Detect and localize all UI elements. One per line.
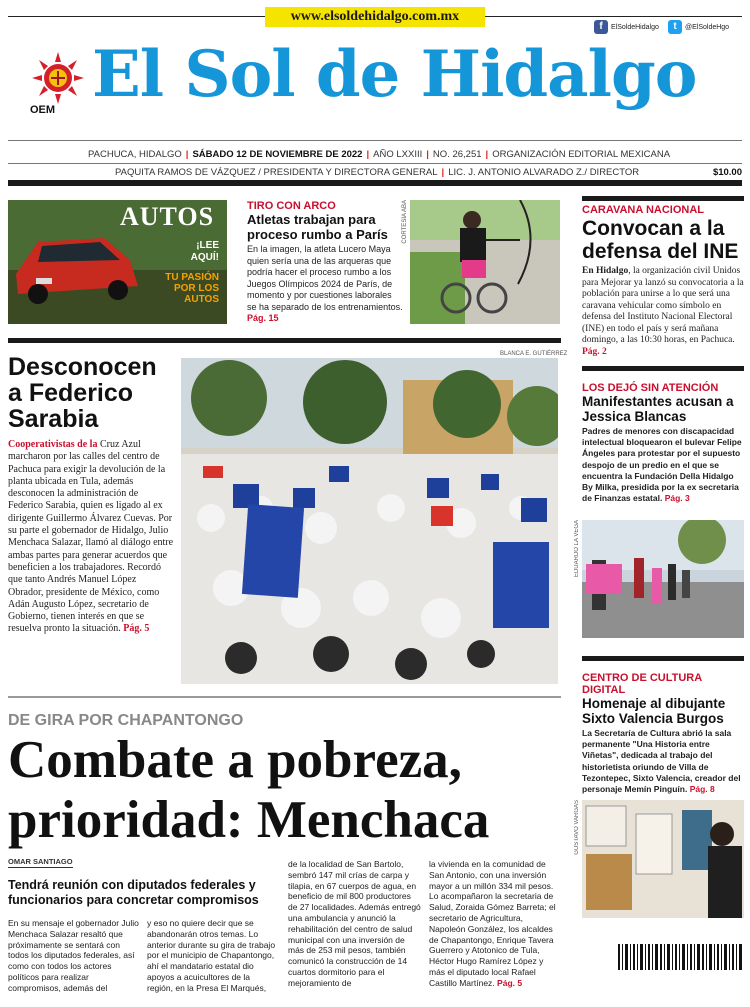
blancas-body: Padres de menores con discapacidad intelectual bloquearon el bulevar Felipe Ángeles para protestar por el supuesto despojo de un predio en el que se encuentra la Fundación Della Hidalgo By Milka, presidida por la ex secretaria de Finanzas estatal. Pág. 3 [582,426,742,504]
ine-headline: Convocan a la defensa del INE [582,217,739,263]
blancas-credit: EDUARDO LA VEGA [574,520,580,578]
main-byline: OMAR SANTIAGO [8,857,73,866]
main-subhead: Tendrá reunión con diputados federales y funcionarios para concretar compromisos [8,878,259,907]
sarabia-credit: BLANCA E. GUTIÉRREZ [500,351,568,357]
section-bar [582,366,744,371]
cultura-body: La Secretaría de Cultura abrió la sala permanente "Una Historia entre Viñetas", dedicada al trabajo del historietista oriundo de Villa de Tezontepec, Sixto Valencia, creador del personaje Memín Pinguín. Pág. 8 [582,728,741,795]
barcode-icon [618,944,742,970]
twitter-link[interactable]: t @ElSoldeHgo [668,20,729,35]
march-photo[interactable] [181,358,558,684]
exhibit-photo[interactable] [582,800,744,918]
athletics-credit: CORTESÍA ABA [402,200,408,244]
main-col-2: y eso no quiere decir que se abandonarán otros temas. Lo anterior durante su gira de trabajo por el municipio de Chapantongo, ahí el mandatario estatal dio apoyos a acuicultores de la región, en la Presa El Marqués, [147,918,276,993]
page-bottom [0,995,750,1007]
protest-photo[interactable] [582,520,744,638]
blancas-headline: Manifestantes acusan a Jessica Blancas [582,394,734,424]
facebook-link[interactable]: f ElSoldeHidalgo [594,20,659,35]
autos-cta: ¡LEE AQUÍ! [190,240,219,263]
blancas-kicker: LOS DEJÓ SIN ATENCIÓN [582,382,719,394]
main-col-3: de la localidad de San Bartolo, sembró 147 mil crías de carpa y tilapia, en 67 cuerpos de agua, en beneficio de mil 800 productores de 27 localidades. Además entregó una ambulancia y anunció la rehabilitación del centro de salud municipal con una inversión de más de 253 mil pesos, también comunicó la construcción de 14 cuartos dormitorio para el mejoramiento de [288,859,421,988]
website-url[interactable]: www.elsoldehidalgo.com.mx [265,7,485,27]
march-image [181,358,558,684]
price: $10.00 [712,167,742,178]
dateline: PACHUCA, HIDALGO | SÁBADO 12 DE NOVIEMBRE DE 2022 | AÑO LXXIII | NO. 26,251 | ORGANIZACIÓN EDITORIAL MEXICANA [88,149,671,160]
section-bar [582,656,744,661]
athletics-story[interactable] [233,200,403,325]
cultura-story[interactable] [582,672,744,795]
cultura-headline: Homenaje al dibujante Sixto Valencia Burgos [582,696,726,726]
newspaper-title[interactable]: El Sol de Hidalgo [92,37,697,112]
masthead-bar [8,180,742,186]
facebook-icon: f [594,20,608,34]
main-col-4: la vivienda en la comunidad de San Antonio, con una inversión mayor a un millón 334 mil pesos. Lo acompañaron la secretaria de Salud, Zoraida Gómez Barreta; el secretario de Agricultura, Napoleón González, los alcaldes de Chapantongo, Enrique Tavera Guerrero y Atotonico de Tula, Héctor Hugo Ramírez López y más el diputado local Rafael Castillo Martínez. Pág. 5 [429,859,556,988]
autos-brand: AUTOS [120,202,215,231]
cultura-credit: GUSTAVO VARGAS [574,800,580,855]
sarabia-headline: Desconocen a Federico Sarabia [8,353,157,433]
main-kicker: DE GIRA POR CHAPANTONGO [8,712,244,729]
staff-line: PAQUITA RAMOS DE VÁZQUEZ / PRESIDENTA Y DIRECTORA GENERAL | LIC. J. ANTONIO ALVARADO Z./ DIRECTOR [115,167,640,178]
main-col-1: En su mensaje el gobernador Julio Menchaca Salazar resaltó que próximamente se sentará con todos los diputados federales, así como con todos los actores políticos para realizar compromisos, además del [8,918,139,993]
rule [8,696,561,698]
sarabia-story[interactable] [8,354,174,636]
athletics-kicker: TIRO CON ARCO [247,200,336,212]
rule [8,163,742,164]
ine-story[interactable] [582,196,744,358]
athletics-headline: Atletas trabajan para proceso rumbo a París [247,212,388,242]
oem-sun-logo [30,52,86,104]
cultura-kicker: CENTRO DE CULTURA DIGITAL [582,672,702,696]
protest-image [582,520,744,638]
archer-photo[interactable] [410,200,560,324]
ine-kicker: CARAVANA NACIONAL [582,204,705,216]
section-bar [582,196,744,201]
autos-slogan: TU PASIÓN POR LOS AUTOS [165,272,219,305]
section-bar [8,338,561,343]
blancas-story[interactable] [582,382,744,504]
athletics-body: En la imagen, la atleta Lucero Maya quien sería una de las arqueras que podría hacer el proceso rumbo a los Juegos Olímpicos 2024 de París, de momento y por cuestiones laborales se ha separado de los entrenamientos. Pág. 15 [247,244,403,323]
sarabia-body: Cooperativistas de la Cruz Azul marcharon por las calles del centro de Pachuca para exigir la devolución de la planta ubicada en Tula, además desconocen la administración de Federico Sarabia, quien es ligado al ex dirigente Guillermo Álvarez Cuevas. Por su parte el gobernador de Hidalgo, Julio Menchaca Salazar, llamó al diálogo entre ambas partes para generar acuerdos que beneficien a los trabajadores. Recordó que tanto Andrés Manuel López Obrador, presidente de México, como Adán Augusto López, secretario de Gobierno, tienen interés en que se resuelva pronto la situación. Pág. 5 [8,439,174,635]
main-headline[interactable]: Combate a pobreza, prioridad: Menchaca [8,731,490,849]
ine-body: En Hidalgo, la organización civil Unidos para Mejorar ya lanzó su convocatoria a la población para unirse a lo que será una caravana vehicular como símbolo en defensa del Instituto Nacional Electoral (INE) en todo el país y será mañana domingo, a las 10:30 horas, en Pachuca. Pág. 2 [582,266,744,357]
twitter-icon: t [668,20,682,34]
oem-label: OEM [30,104,56,116]
exhibit-image [582,800,744,918]
archer-image [410,200,560,324]
rule [8,140,742,141]
autos-ad[interactable] [8,200,227,324]
